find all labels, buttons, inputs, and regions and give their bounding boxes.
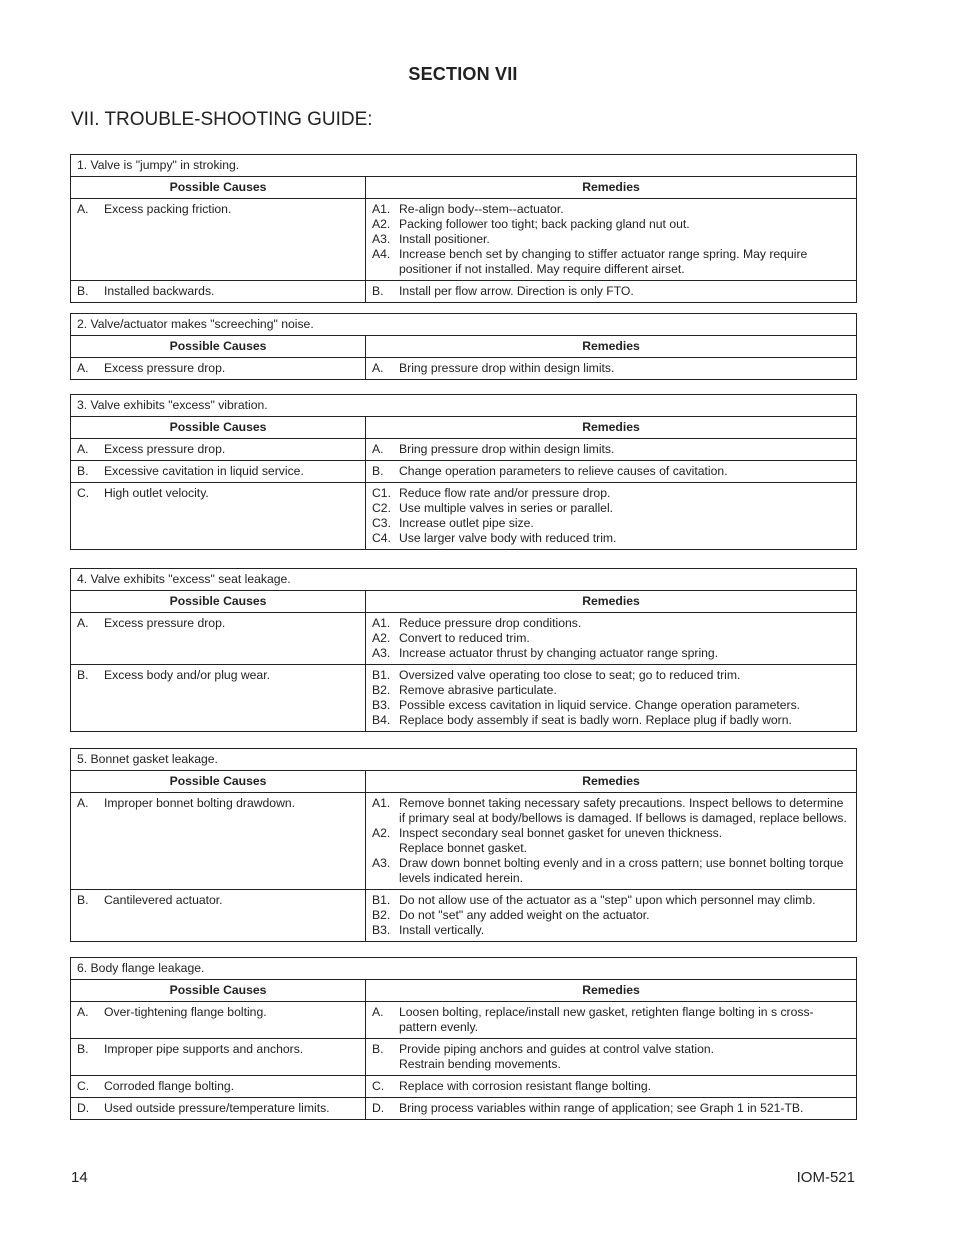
cause-cell	[71, 890, 366, 942]
remedies-header: Remedies	[366, 591, 857, 613]
table-row	[71, 793, 857, 890]
remedy-cell	[366, 613, 857, 665]
table-row	[71, 439, 857, 461]
remedy-text: Use multiple valves in series or parallel.	[399, 501, 614, 515]
remedy-label: A3.	[372, 856, 391, 870]
cause-cell	[71, 358, 366, 380]
cause-cell	[71, 461, 366, 483]
remedy-text: Possible excess cavitation in liquid service. Change operation parameters.	[399, 698, 801, 712]
remedy-item	[372, 486, 850, 501]
troubleshooting-tables	[70, 154, 856, 1120]
remedy-label: C4.	[372, 531, 391, 545]
remedy-text: Draw down bonnet bolting evenly and in a cross pattern; use bonnet bolting torque levels indicated herein.	[399, 856, 844, 885]
remedy-item	[372, 232, 850, 247]
remedy-label: A2.	[372, 631, 391, 645]
causes-header: Possible Causes	[71, 177, 366, 199]
remedy-label: A1.	[372, 202, 391, 216]
cause-label: A.	[77, 361, 89, 375]
trouble-table	[70, 154, 857, 303]
remedy-text: Provide piping anchors and guides at control valve station.	[399, 1042, 715, 1056]
remedy-label: B1.	[372, 893, 391, 907]
remedy-cell	[366, 1002, 857, 1039]
cause-label: A.	[77, 202, 89, 216]
remedy-cell	[366, 461, 857, 483]
cause-text: Used outside pressure/temperature limits.	[104, 1101, 330, 1115]
remedy-text-continued: Restrain bending movements.	[399, 1057, 561, 1071]
remedy-label: A.	[372, 442, 384, 456]
document-id: IOM-521	[796, 1169, 855, 1186]
problem-title: 5. Bonnet gasket leakage.	[71, 749, 857, 771]
remedy-label: D.	[372, 1101, 385, 1115]
remedies-header: Remedies	[366, 417, 857, 439]
remedy-label: A2.	[372, 826, 391, 840]
remedy-item	[372, 442, 850, 457]
remedy-item	[372, 616, 850, 631]
remedy-item	[372, 908, 850, 923]
cause-label: C.	[77, 1079, 90, 1093]
causes-header: Possible Causes	[71, 771, 366, 793]
problem-title: 4. Valve exhibits "excess" seat leakage.	[71, 569, 857, 591]
table-row	[71, 1039, 857, 1076]
cause-label: A.	[77, 796, 89, 810]
remedy-label: A.	[372, 1005, 384, 1019]
remedy-label: B.	[372, 1042, 384, 1056]
page-number: 14	[71, 1169, 88, 1186]
remedy-label: C1.	[372, 486, 391, 500]
remedy-cell	[366, 1098, 857, 1120]
remedy-text: Increase outlet pipe size.	[399, 516, 534, 530]
cause-label: A.	[77, 1005, 89, 1019]
problem-title: 3. Valve exhibits "excess" vibration.	[71, 395, 857, 417]
cause-text: Over-tightening flange bolting.	[104, 1005, 267, 1019]
table-row	[71, 1076, 857, 1098]
remedy-label: B3.	[372, 698, 391, 712]
table-row	[71, 665, 857, 732]
remedy-text: Replace with corrosion resistant flange bolting.	[399, 1079, 652, 1093]
trouble-table	[70, 957, 857, 1120]
remedy-text: Bring pressure drop within design limits.	[399, 442, 615, 456]
table-row	[71, 358, 857, 380]
remedy-label: B.	[372, 464, 384, 478]
table-row	[71, 613, 857, 665]
remedy-text: Install vertically.	[399, 923, 485, 937]
remedy-text: Remove abrasive particulate.	[399, 683, 557, 697]
remedy-text: Remove bonnet taking necessary safety precautions. Inspect bellows to determine if primary seal at body/bellows is damaged. If bellows is damaged, replace bellows.	[399, 796, 847, 825]
problem-title: 2. Valve/actuator makes "screeching" noise.	[71, 314, 857, 336]
remedy-item	[372, 516, 850, 531]
remedy-text: Install per flow arrow. Direction is only FTO.	[399, 284, 634, 298]
cause-label: B.	[77, 893, 89, 907]
remedy-label: B3.	[372, 923, 391, 937]
cause-label: B.	[77, 284, 89, 298]
remedy-label: A1.	[372, 616, 391, 630]
remedy-label: B2.	[372, 908, 391, 922]
table-row	[71, 1002, 857, 1039]
remedy-text: Packing follower too tight; back packing gland nut out.	[399, 217, 690, 231]
cause-text: Excess packing friction.	[104, 202, 232, 216]
table-row	[71, 483, 857, 550]
remedy-cell	[366, 483, 857, 550]
remedy-text: Reduce flow rate and/or pressure drop.	[399, 486, 611, 500]
problem-title: 6. Body flange leakage.	[71, 958, 857, 980]
remedy-label: C.	[372, 1079, 385, 1093]
remedy-text: Increase actuator thrust by changing actuator range spring.	[399, 646, 719, 660]
table-row	[71, 199, 857, 281]
remedy-item	[372, 284, 850, 299]
cause-label: B.	[77, 1042, 89, 1056]
cause-label: C.	[77, 486, 90, 500]
cause-cell	[71, 1002, 366, 1039]
trouble-table	[70, 748, 857, 942]
remedy-cell	[366, 199, 857, 281]
cause-text: Improper bonnet bolting drawdown.	[104, 796, 296, 810]
cause-text: Excess body and/or plug wear.	[104, 668, 270, 682]
cause-cell	[71, 1039, 366, 1076]
trouble-table	[70, 568, 857, 732]
cause-label: A.	[77, 442, 89, 456]
remedy-text: Re-align body--stem--actuator.	[399, 202, 564, 216]
remedy-text: Reduce pressure drop conditions.	[399, 616, 582, 630]
remedy-item	[372, 464, 850, 479]
remedy-text: Increase bench set by changing to stiffer actuator range spring. May require positioner if not installed. May require different airset.	[399, 247, 808, 276]
remedy-item	[372, 1005, 850, 1035]
remedy-text: Bring process variables within range of application; see Graph 1 in 521-TB.	[399, 1101, 804, 1115]
remedy-item	[372, 631, 850, 646]
cause-label: B.	[77, 668, 89, 682]
trouble-table	[70, 394, 857, 550]
cause-cell	[71, 613, 366, 665]
table-row	[71, 461, 857, 483]
cause-cell	[71, 439, 366, 461]
cause-label: A.	[77, 616, 89, 630]
remedy-item	[372, 698, 850, 713]
remedy-item	[372, 826, 850, 856]
remedy-item	[372, 247, 850, 277]
cause-text: Excess pressure drop.	[104, 361, 226, 375]
remedies-header: Remedies	[366, 980, 857, 1002]
causes-header: Possible Causes	[71, 336, 366, 358]
guide-title: VII. TROUBLE-SHOOTING GUIDE:	[71, 109, 373, 130]
remedy-text: Do not "set" any added weight on the actuator.	[399, 908, 650, 922]
cause-label: B.	[77, 464, 89, 478]
remedy-item	[372, 1042, 850, 1072]
remedy-label: B1.	[372, 668, 391, 682]
remedy-item	[372, 668, 850, 683]
remedy-label: B2.	[372, 683, 391, 697]
trouble-table	[70, 313, 857, 380]
remedies-header: Remedies	[366, 771, 857, 793]
remedy-item	[372, 217, 850, 232]
cause-text: Improper pipe supports and anchors.	[104, 1042, 304, 1056]
cause-cell	[71, 665, 366, 732]
remedy-text: Bring pressure drop within design limits.	[399, 361, 615, 375]
remedy-text: Do not allow use of the actuator as a "step" upon which personnel may climb.	[399, 893, 816, 907]
remedy-label: B4.	[372, 713, 391, 727]
remedies-header: Remedies	[366, 336, 857, 358]
cause-cell	[71, 1098, 366, 1120]
remedy-text: Convert to reduced trim.	[399, 631, 530, 645]
remedy-text: Loosen bolting, replace/install new gasket, retighten flange bolting in s cross-pattern evenly.	[399, 1005, 814, 1034]
remedy-item	[372, 713, 850, 728]
remedy-cell	[366, 890, 857, 942]
remedy-label: C2.	[372, 501, 391, 515]
remedy-cell	[366, 281, 857, 303]
remedy-cell	[366, 358, 857, 380]
remedy-cell	[366, 665, 857, 732]
remedy-item	[372, 1079, 850, 1094]
remedy-label: B.	[372, 284, 384, 298]
cause-text: Corroded flange bolting.	[104, 1079, 235, 1093]
remedy-cell	[366, 1076, 857, 1098]
remedy-text: Inspect secondary seal bonnet gasket for uneven thickness.	[399, 826, 723, 840]
remedy-item	[372, 856, 850, 886]
remedy-item	[372, 361, 850, 376]
remedy-item	[372, 796, 850, 826]
remedy-label: A4.	[372, 247, 391, 261]
cause-cell	[71, 199, 366, 281]
remedy-cell	[366, 439, 857, 461]
cause-cell	[71, 793, 366, 890]
remedy-item	[372, 202, 850, 217]
causes-header: Possible Causes	[71, 417, 366, 439]
remedy-item	[372, 1101, 850, 1116]
remedy-item	[372, 923, 850, 938]
problem-title: 1. Valve is "jumpy" in stroking.	[71, 155, 857, 177]
remedy-text: Use larger valve body with reduced trim.	[399, 531, 617, 545]
remedy-label: C3.	[372, 516, 391, 530]
remedy-text: Change operation parameters to relieve causes of cavitation.	[399, 464, 728, 478]
cause-text: Cantilevered actuator.	[104, 893, 223, 907]
remedy-text: Oversized valve operating too close to seat; go to reduced trim.	[399, 668, 741, 682]
cause-cell	[71, 483, 366, 550]
cause-label: D.	[77, 1101, 90, 1115]
remedy-label: A3.	[372, 646, 391, 660]
remedy-item	[372, 501, 850, 516]
remedy-text-continued: Replace bonnet gasket.	[399, 841, 528, 855]
remedy-item	[372, 893, 850, 908]
remedy-item	[372, 683, 850, 698]
table-row	[71, 1098, 857, 1120]
remedy-cell	[366, 1039, 857, 1076]
causes-header: Possible Causes	[71, 980, 366, 1002]
cause-text: High outlet velocity.	[104, 486, 209, 500]
remedy-text: Replace body assembly if seat is badly worn. Replace plug if badly worn.	[399, 713, 792, 727]
remedy-label: A1.	[372, 796, 391, 810]
cause-text: Excess pressure drop.	[104, 442, 226, 456]
remedy-cell	[366, 793, 857, 890]
table-row	[71, 890, 857, 942]
cause-cell	[71, 281, 366, 303]
remedy-item	[372, 531, 850, 546]
remedy-label: A3.	[372, 232, 391, 246]
remedy-label: A2.	[372, 217, 391, 231]
cause-text: Excess pressure drop.	[104, 616, 226, 630]
cause-text: Excessive cavitation in liquid service.	[104, 464, 304, 478]
remedy-text: Install positioner.	[399, 232, 490, 246]
causes-header: Possible Causes	[71, 591, 366, 613]
remedies-header: Remedies	[366, 177, 857, 199]
remedy-item	[372, 646, 850, 661]
table-row	[71, 281, 857, 303]
remedy-label: A.	[372, 361, 384, 375]
cause-cell	[71, 1076, 366, 1098]
cause-text: Installed backwards.	[104, 284, 215, 298]
section-title: SECTION VII	[408, 64, 518, 84]
